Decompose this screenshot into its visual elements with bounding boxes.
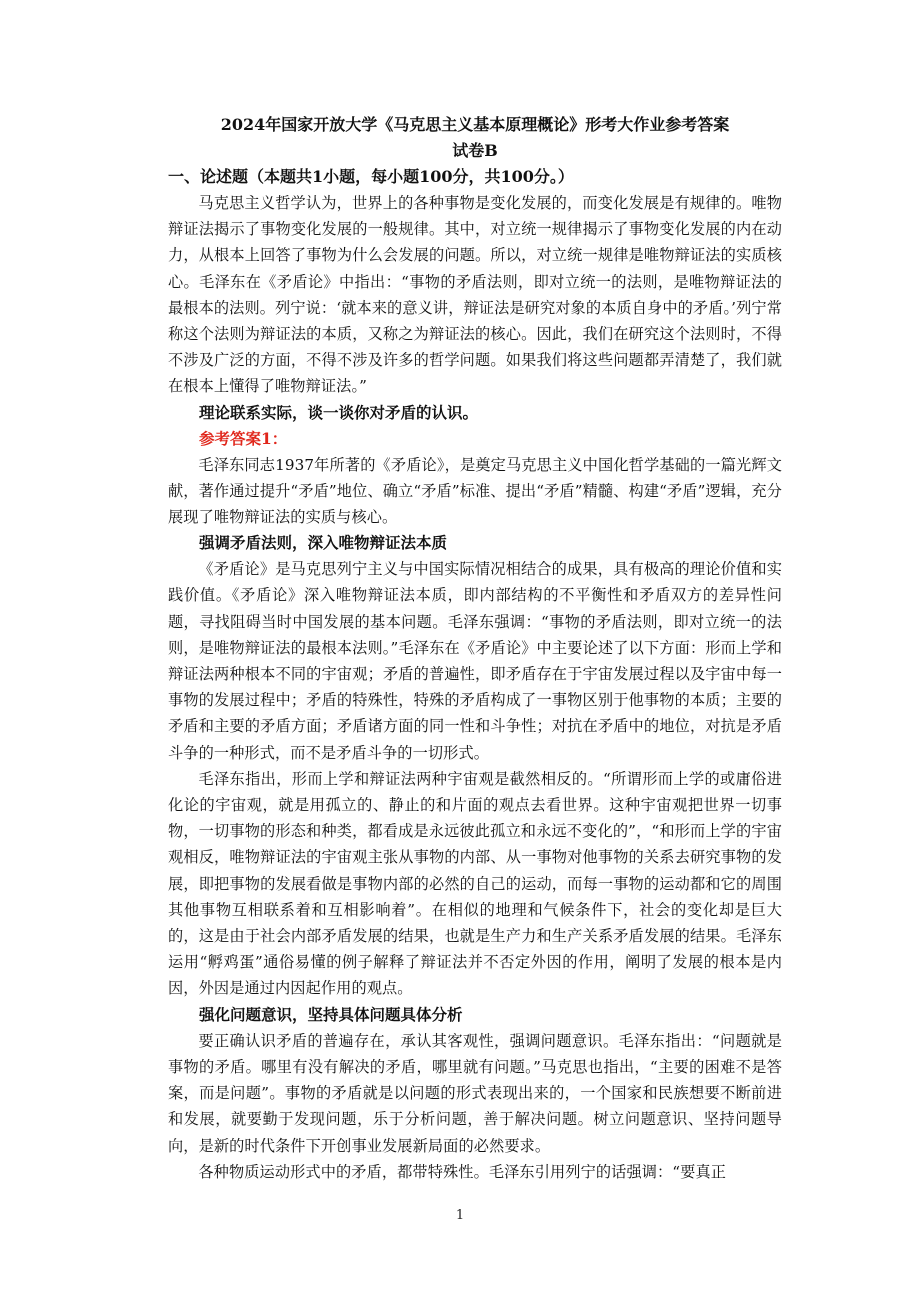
document-subtitle: 试卷B bbox=[452, 141, 498, 160]
paragraph-contradiction-law: 《矛盾论》是马克思列宁主义与中国实际情况相结合的成果，具有极高的理论价值和实践价值。《矛盾论》深入唯物辩证法本质，即内部结构的不平衡性和矛盾双方的差异性问题，寻找阻碍当时中国发展的基本问题。毛泽东强调：“事物的矛盾法则，即对立统一的法则，是唯物辩证法的最根本法则。”毛泽东在《矛盾论》中主要论述了以下方面：形而上学和辩证法两种根本不同的宇宙观；矛盾的普遍性，即矛盾存在于宇宙发展过程以及宇宙中每一事物的发展过程中；矛盾的特殊性，特殊的矛盾构成了一事物区别于他事物的本质；主要的矛盾和主要的矛盾方面；矛盾诸方面的同一性和斗争性；对抗在矛盾中的地位，对抗是矛盾斗争的一种形式，而不是矛盾斗争的一切形式。 bbox=[168, 560, 782, 762]
document-title: 2024年国家开放大学《马克思主义基本原理概论》形考大作业参考答案 bbox=[220, 115, 730, 134]
answer-intro-paragraph: 毛泽东同志1937年所著的《矛盾论》，是奠定马克思主义中国化哲学基础的一篇光辉文献，著作通过提升“矛盾”地位、确立“矛盾”标准、提出“矛盾”精髓、构建“矛盾”逻辑，充分展现了唯物辩证法的实质与核心。 bbox=[168, 455, 782, 527]
paragraph-problem-awareness: 要正确认识矛盾的普遍存在，承认其客观性，强调问题意识。毛泽东指出：“问题就是事物的矛盾。哪里有没有解决的矛盾，哪里就有问题。”马克思也指出，“主要的困难不是答案，而是问题”。事物的矛盾就是以问题的形式表现出来的，一个国家和民族想要不断前进和发展，就要勤于发现问题，乐于分析问题，善于解决问题。树立问题意识、坚持问题导向，是新的时代条件下开创事业发展新局面的必然要求。 bbox=[168, 1031, 782, 1155]
page-number: 1 bbox=[455, 1208, 465, 1223]
subheading-problem-awareness: 强化问题意识，坚持具体问题具体分析 bbox=[199, 1004, 463, 1024]
answer-label: 参考答案1： bbox=[199, 428, 288, 448]
paragraph-worldviews: 毛泽东指出，形而上学和辩证法两种宇宙观是截然相反的。“所谓形而上学的或庸俗进化论的宇宙观，就是用孤立的、静止的和片面的观点去看世界。这种宇宙观把世界一切事物，一切事物的形态和种类，都看成是永远彼此孤立和永远不变化的”，“和形而上学的宇宙观相反，唯物辩证法的宇宙观主张从事物的内部、从一事物对他事物的关系去研究事物的发展，即把事物的发展看做是事物内部的必然的自己的运动，而每一事物的运动都和它的周围其他事物互相联系着和互相影响着”。在相似的地理和气候条件下，社会的变化却是巨大的，这是由于社会内部矛盾发展的结果，也就是生产力和生产关系矛盾发展的结果。毛泽东运用“孵鸡蛋”通俗易懂的例子解释了辩证法并不否定外因的作用，阐明了发展的根本是内因，外因是通过内因起作用的观点。 bbox=[168, 769, 782, 998]
question-paragraph: 马克思主义哲学认为，世界上的各种事物是变化发展的，而变化发展是有规律的。唯物辩证法揭示了事物变化发展的一般规律。其中，对立统一规律揭示了事物变化发展的内在动力，从根本上回答了事物为什么会发展的问题。所以，对立统一规律是唯物辩证法的实质核心。毛泽东在《矛盾论》中指出：“事物的矛盾法则，即对立统一的法则，是唯物辩证法的最根本的法则。列宁说：‘就本来的意义讲，辩证法是研究对象的本质自身中的矛盾。’列宁常称这个法则为辩证法的本质，又称之为辩证法的核心。因此，我们在研究这个法则时，不得不涉及广泛的方面，不得不涉及许多的哲学问题。如果我们将这些问题都弄清楚了，我们就在根本上懂得了唯物辩证法。” bbox=[168, 194, 782, 396]
document-body bbox=[168, 112, 782, 1185]
paragraph-particularity: 各种物质运动形式中的矛盾，都带特殊性。毛泽东引用列宁的话强调：“要真正 bbox=[198, 1162, 727, 1181]
section-heading: 一、论述题（本题共1小题，每小题100分，共100分。） bbox=[168, 167, 574, 186]
question-prompt: 理论联系实际，谈一谈你对矛盾的认识。 bbox=[199, 402, 479, 422]
subheading-contradiction-law: 强调矛盾法则，深入唯物辩证法本质 bbox=[199, 533, 448, 553]
